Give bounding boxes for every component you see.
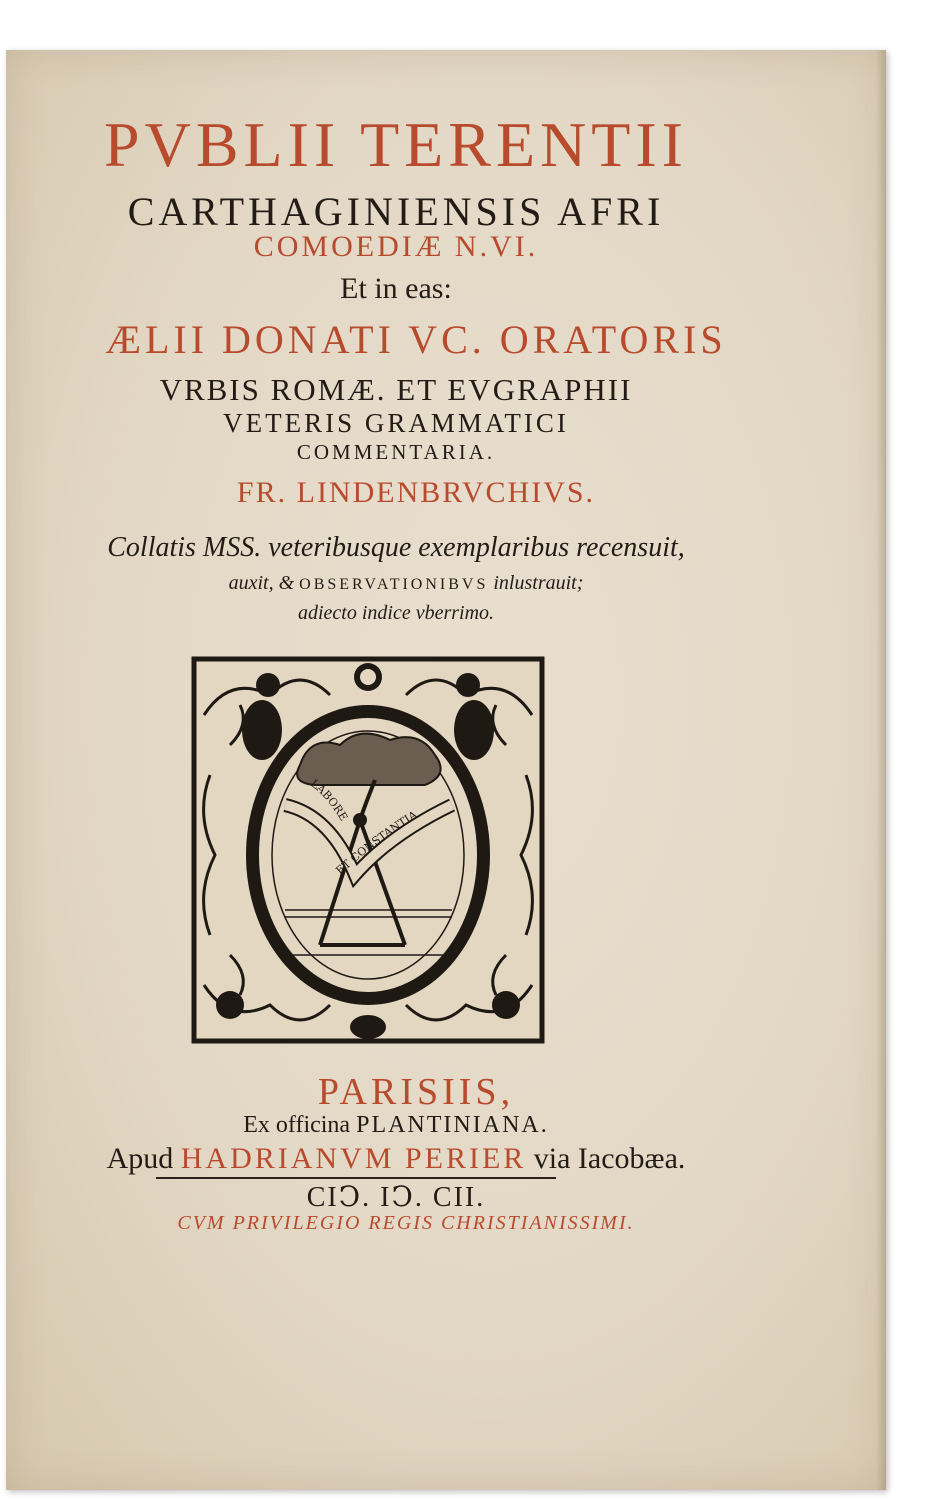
year-line: CIↃ. IↃ. CII. [306,1182,486,1213]
imprint-line [6,1142,746,1176]
urbis-line: VRBIS ROMÆ. ET EVGRAPHII [159,372,633,407]
office-prefix: Ex officina [243,1112,357,1138]
street-address: via Iacobæa. [526,1142,686,1175]
veteris-line: VETERIS GRAMMATICI [223,408,569,438]
office-line [6,1112,786,1139]
device-motto-1: LABORE [308,776,351,824]
plantiniana-word: PLANTINIANA. [356,1112,549,1138]
city-line: PARISIIS, [317,1071,515,1113]
title-page [6,50,886,1490]
donatus-line: ÆLII DONATI VC. ORATORIS [105,317,727,362]
collatis-line-1: Collatis MSS. veteribusque exemplaribus recensuit, [107,532,685,563]
device-motto-2: ET CONSTANTIA [333,808,420,878]
commentaria-line: COMMENTARIA. [296,440,496,464]
collatis-line-2-start: auxit, & [228,572,300,594]
printer-name: HADRIANVM PERIER [180,1142,527,1175]
imprint-rule [156,1177,556,1179]
collatis-line-2 [16,572,796,595]
comedies-line: COMOEDIÆ N.VI. [253,230,539,263]
collatis-line-2-end: inlustrauit; [488,572,584,594]
et-in-eas-line: Et in eas: [340,272,452,305]
privilege-line: CVM PRIVILEGIO REGIS CHRISTIANISSIMI. [177,1212,635,1234]
observationibus-word: OBSERVATIONIBVS [299,576,489,593]
author-heading: PVBLII TERENTII [104,109,688,180]
apud-word: Apud [106,1142,181,1175]
collatis-line-3: adiecto indice vberrimo. [297,602,495,624]
printers-device-woodcut [190,655,546,1045]
editor-line: FR. LINDENBRVCHIVS. [236,476,596,509]
author-origin: CARTHAGINIENSIS AFRI [127,189,665,234]
